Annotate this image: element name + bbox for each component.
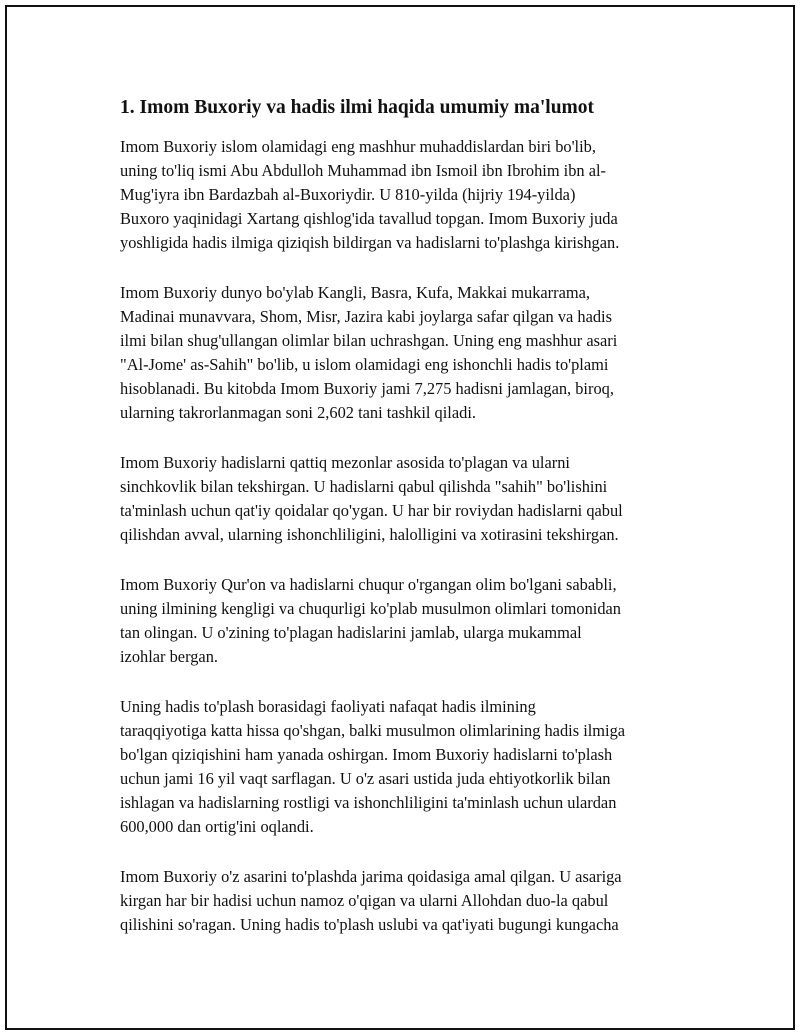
document-page bbox=[5, 5, 795, 1030]
paragraph-5: Uning hadis to'plash borasidagi faoliyati nafaqat hadis ilmining taraqqiyotiga katta hissa qo'shgan, balki musulmon olimlarining hadis ilmiga bo'lgan qiziqishini ham yanada oshirgan. Imom Buxoriy hadislarni to'plash uchun jami 16 yil vaqt sarflagan. U o'z asari ustida juda ehtiyotkorlik bilan ishlagan va hadislarning rostligi va ishonchliligini ta'minlash uchun ulardan 600,000 dan ortig'ini oqlandi. bbox=[120, 697, 626, 836]
paragraph-4: Imom Buxoriy Qur'on va hadislarni chuqur o'rgangan olim bo'lgani sababli, uning ilmining kengligi va chuqurligi ko'plab musulmon olimlari tomonidan tan olingan. U o'zining to'plagan hadislarini jamlab, ularga mukammal izohlar bergan. bbox=[120, 575, 622, 666]
paragraph-2: Imom Buxoriy dunyo bo'ylab Kangli, Basra, Kufa, Makkai mukarrama, Madinai munavvara, Shom, Misr, Jazira kabi joylarga safar qilgan va hadis ilmi bilan shug'ullangan olimlar bilan uchrashgan. Uning eng mashhur asari "Al-Jome' as-Sahih" bo'lib, u islom olamidagi eng ishonchli hadis to'plami hisoblanadi. Bu kitobda Imom Buxoriy jami 7,275 hadisni jamlagan, biroq, ularning takrorlanmagan soni 2,602 tani tashkil qiladi. bbox=[120, 283, 618, 422]
document-body bbox=[120, 95, 690, 963]
paragraph-3: Imom Buxoriy hadislarni qattiq mezonlar asosida to'plagan va ularni sinchkovlik bilan tekshirgan. U hadislarni qabul qilishda "sahih" bo'lishini ta'minlash uchun qat'iy qoidalar qo'ygan. U har bir roviydan hadislarni qabul qilishdan avval, ularning ishonchliligini, halolligini va xotirasini tekshirgan. bbox=[120, 453, 623, 544]
paragraph-1: Imom Buxoriy islom olamidagi eng mashhur muhaddislardan biri bo'lib, uning to'liq ismi Abu Abdulloh Muhammad ibn Ismoil ibn Ibrohim ibn al- Mug'iyra ibn Bardazbah al-Buxoriydir. U 810-yilda (hijriy 194-yilda) Buxoro yaqinidagi Xartang qishlog'ida tavallud topgan. Imom Buxoriy juda yoshligida hadis ilmiga qiziqish bildirgan va hadislarni to'plashga kirishgan. bbox=[120, 137, 620, 252]
section-heading: 1. Imom Buxoriy va hadis ilmi haqida umumiy ma'lumot bbox=[120, 97, 595, 118]
paragraph-6: Imom Buxoriy o'z asarini to'plashda jarima qoidasiga amal qilgan. U asariga kirgan har bir hadisi uchun namoz o'qigan va ularni Allohdan duo-la qabul qilishini so'ragan. Uning hadis to'plash uslubi va qat'iyati bugungi kungacha bbox=[120, 867, 622, 934]
